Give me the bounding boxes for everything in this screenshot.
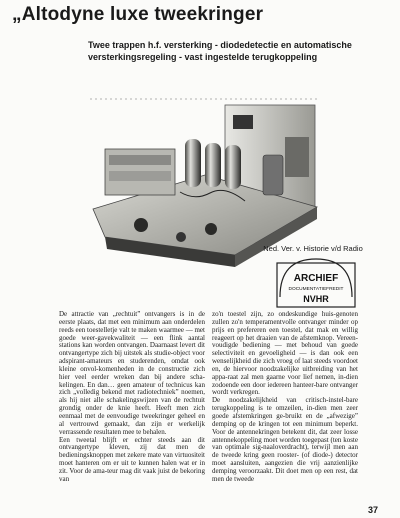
stamp-caption: Ned. Ver. v. Historie v/d Radio — [263, 244, 363, 253]
text-column-left — [59, 311, 205, 484]
article-title: „Altodyne luxe tweekringer — [12, 4, 264, 25]
stamp-line3: NVHR — [303, 294, 329, 304]
stamp-graphic — [276, 257, 356, 309]
paragraph: De noodzakelijkheid van critisch-instel-bare terugkoppeling is te omzeilen, in-dien men zeer goede afstemkringen ge-bruikt en de „afwezige” demping op de kringen tot een minimum beperkt. Voor de antennekringen betekent dit, dat zeer losse antennekoppeling moet worden toegepast (ten koste van optimale sig-naaloverdracht), terwijl men aan de tweede kring geen rooster- (of diode-) detector moet aansluiten, aangezien die vrij aanzienlijke demping veroorzaakt. Dit doet men op een rest, dat men de tweede — [212, 396, 358, 483]
stamp-line2: DOCUMENTATIEFREDIT — [288, 287, 344, 292]
text-column-right — [212, 311, 358, 484]
paragraph: De attractie van „rechtuit” ontvangers is in de eerste plaats, dat met een minimum aan onderdelen reeds een toestelletje valt te maken waarmee — met goede weer-gavekwaliteit — een flink aantal stations kan worden ontvangen. Daarnaast levert dit ontvangertype zich bij uitstek als studie-object voor adspirant-amateurs en studerenden, omdat ook kleine onvol-komenheden in de constructie zich hier veel eerder wreken dan bij andere scha-kelingen. En dan… geen amateur of technicus kan zich „volledig bekend met radiotechniek” noemen, als hij niet alle schakelingswijzen van de rechtuit grondig onder de knie heeft. Heeft men zich eenmaal met de eenvoudige tweekringer geheel en al vertrouwd gemaakt, dan zijn er werkelijk verrassende resultaten mee te behalen. — [59, 310, 205, 436]
archive-stamp — [248, 244, 378, 316]
paragraph: zo'n toestel zijn, zo ondeskundige huis-genoten zullen zo'n temperamentvolle ontvanger minder op prijs en prefereren een toestel, dat mak en willig reageert op het draaien van de afstemknop. Vereen-voudigde bediening — met behoud van goede selectiviteit en gevoeligheid — is dan ook een wenselijkheid die zich vroeg of laat steeds voordoet en, de hiervoor noodzakelijke uitbreiding van het appa-raat zal men gaarne voor lief nemen, in-dien zodoende een door iedereen hanteer-bare ontvanger wordt verkregen. — [212, 310, 358, 397]
stamp-line1: ARCHIEF — [293, 273, 339, 284]
article-subtitle: Twee trappen h.f. versterking - diodedetectie en automatische versterkingsregeling - vast ingestelde terugkoppeling — [88, 40, 352, 62]
paragraph: Een tweetal blijft er echter steeds aan dit ontvangertype kleven, zij dat men de bedieningsknoppen met zekere mate van virtuositeit moet hanteren om er uit te kunnen halen wat er in zit. Voor de ama-teur mag dit vaak juist de bekoring van — [59, 435, 205, 483]
page-number: 37 — [368, 505, 379, 515]
